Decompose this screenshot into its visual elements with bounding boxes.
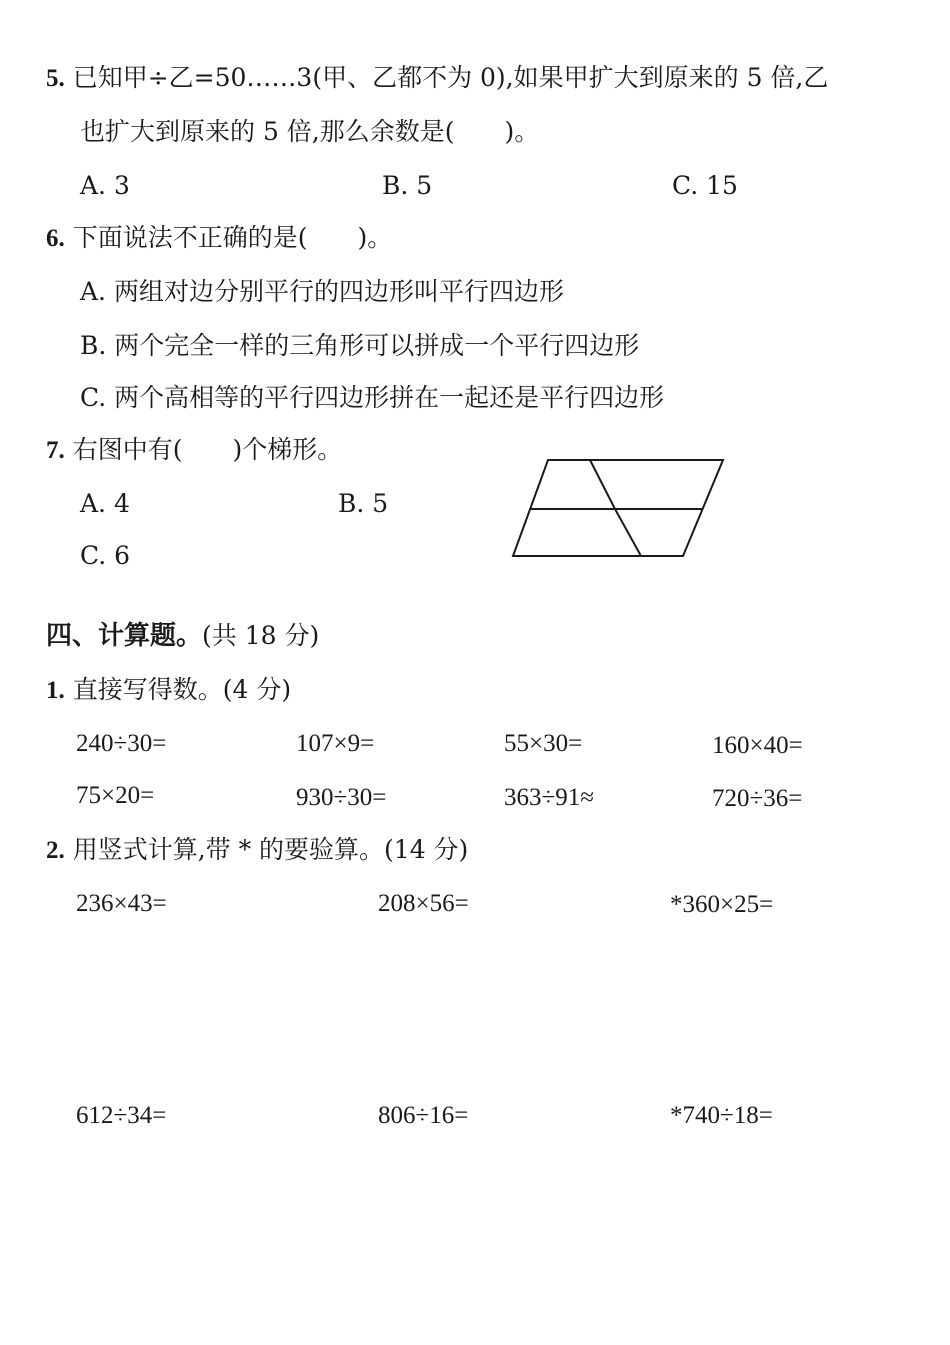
trapezoid-figure: [505, 452, 735, 564]
question-5-number: 5.: [46, 65, 65, 92]
oral-problem-2: 107×9=: [296, 730, 375, 757]
question-6-option-a[interactable]: A. 两组对边分别平行的四边形叫平行四边形: [80, 277, 564, 306]
question-5-option-c[interactable]: C. 15: [672, 171, 738, 200]
question-5-text: 已知甲÷乙=50……3(甲、乙都不为 0),如果甲扩大到原来的 5 倍,乙: [72, 63, 829, 92]
question-5-option-b[interactable]: B. 5: [382, 171, 433, 200]
oral-problem-6: 930÷30=: [296, 784, 387, 811]
written-problem-4: 612÷34=: [76, 1102, 167, 1129]
question-6-option-b[interactable]: B. 两个完全一样的三角形可以拼成一个平行四边形: [80, 331, 640, 360]
written-problem-2: 208×56=: [378, 890, 469, 917]
oral-problem-3: 55×30=: [504, 730, 583, 757]
figure-diagonal-upper: [590, 460, 615, 509]
section-4-points: (共 18 分): [202, 621, 320, 650]
question-5-line-2: 也扩大到原来的 5 倍,那么余数是( )。: [80, 117, 540, 146]
question-6-line: [46, 222, 392, 255]
question-7-line: [46, 434, 342, 467]
written-problem-6: *740÷18=: [670, 1102, 773, 1129]
part-2-points: (14 分): [384, 835, 469, 864]
question-6-option-c[interactable]: C. 两个高相等的平行四边形拼在一起还是平行四边形: [80, 383, 665, 412]
written-problem-3: *360×25=: [670, 891, 774, 918]
oral-problem-5: 75×20=: [76, 782, 155, 809]
figure-diagonal-lower: [615, 509, 641, 556]
oral-problem-1: 240÷30=: [76, 730, 167, 757]
question-6-text: 下面说法不正确的是( )。: [72, 223, 393, 252]
part-2-heading: [46, 834, 468, 867]
part-1-heading: [46, 674, 291, 707]
written-problem-5: 806÷16=: [378, 1102, 469, 1129]
section-4-heading: [46, 620, 319, 652]
question-7-option-c[interactable]: C. 6: [80, 541, 131, 570]
part-1-number: 1.: [46, 677, 65, 704]
question-7-option-a[interactable]: A. 4: [80, 489, 130, 518]
oral-problem-4: 160×40=: [712, 732, 803, 759]
section-4-title: 四、计算题。: [46, 621, 203, 651]
question-7-option-b[interactable]: B. 5: [338, 489, 389, 518]
question-7-number: 7.: [46, 437, 65, 464]
question-7-text: 右图中有( )个梯形。: [72, 435, 343, 464]
part-2-number: 2.: [46, 837, 65, 864]
part-2-title: 用竖式计算,带 * 的要验算。: [72, 835, 385, 864]
question-6-number: 6.: [46, 225, 65, 252]
oral-problem-7: 363÷91≈: [504, 784, 594, 811]
part-1-title: 直接写得数。: [72, 675, 223, 704]
oral-problem-8: 720÷36=: [712, 785, 803, 812]
question-5-option-a[interactable]: A. 3: [80, 171, 130, 200]
written-problem-1: 236×43=: [76, 890, 167, 917]
part-1-points: (4 分): [222, 675, 292, 704]
question-5-line-1: [46, 62, 828, 95]
